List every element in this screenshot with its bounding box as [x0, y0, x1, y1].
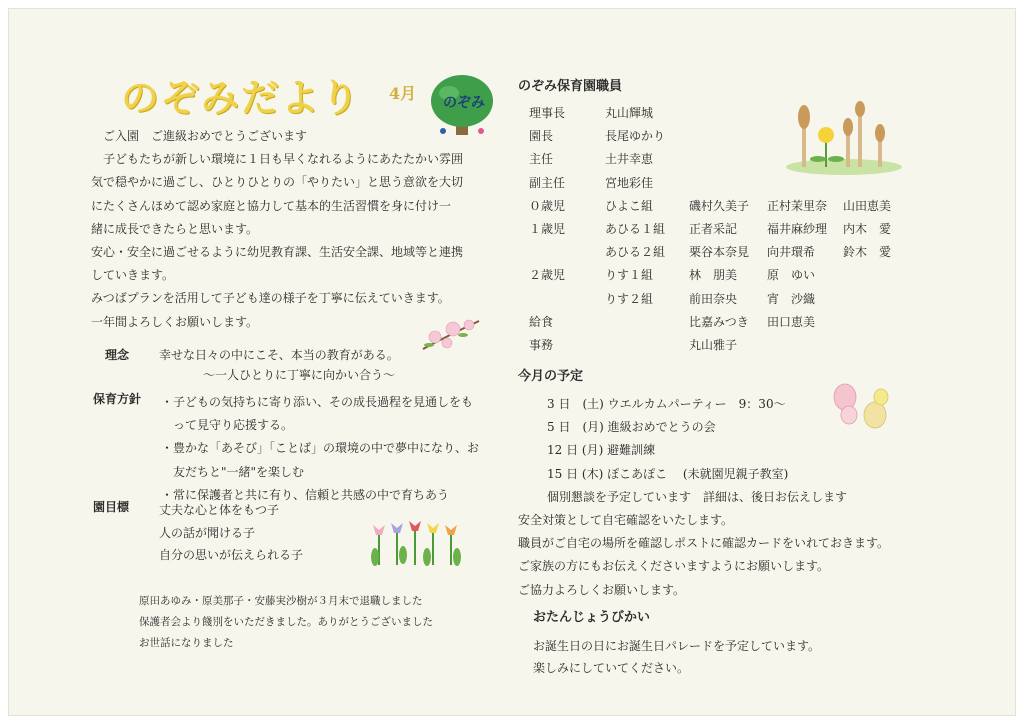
goals-label: 園目標: [93, 500, 130, 514]
goal-item: 人の話が聞ける子: [159, 525, 256, 540]
intro-line: にたくさんほめて認め家庭と協力して基本的生活習慣を身に付け一: [91, 198, 452, 213]
intro-line: ご入園 ご進級おめでとうございます: [91, 129, 308, 143]
staff-role: 副主任: [529, 175, 566, 190]
intro-line: 一年間よろしくお願いします。: [91, 314, 259, 329]
staff-role: 給食: [529, 314, 554, 329]
farewell-line: 保護者会より餞別をいただきました。ありがとうございました: [139, 616, 433, 628]
staff-name: 栗谷本奈見: [689, 245, 750, 260]
staff-name: 林 朋美: [689, 268, 738, 283]
staff-name: 宮地彩佳: [605, 175, 654, 190]
birthday-heading: おたんじょうびかい: [533, 610, 651, 625]
policy-line: ・常に保護者と共に有り、信頼と共感の中で育ちあう: [161, 487, 450, 502]
tulips-icon: [367, 517, 467, 567]
policy-line: 友だちと"一緒"を楽しむ: [161, 464, 305, 479]
staff-class: りす２組: [605, 291, 654, 306]
farewell-line: お世話になりました: [139, 637, 234, 649]
newsletter-sheet: [8, 8, 1016, 716]
staff-role: 事務: [529, 338, 554, 352]
staff-class: りす１組: [605, 268, 654, 283]
staff-role: 園長: [529, 129, 554, 144]
tree-logo-text: のぞみ: [443, 95, 485, 111]
policy-label: 保育方針: [93, 392, 142, 406]
staff-name: 鈴木 愛: [843, 245, 892, 260]
schedule-item: 5 日 (月) 進級おめでとうの会: [547, 420, 716, 435]
staff-name: 山田恵美: [843, 198, 892, 213]
schedule-notes: [518, 509, 889, 602]
schedule-list: [547, 393, 847, 509]
intro-line: 気で穏やかに過ごし、ひとりひとりの「やりたい」と思う意欲を大切: [91, 175, 464, 190]
philosophy-label: 理念: [105, 348, 130, 362]
staff-name: 正村茉里奈: [767, 198, 828, 213]
intro-line: 安心・安全に過ごせるように幼児教育課、生活安全課、地域等と連携: [91, 245, 464, 260]
intro-line: 子どもたちが新しい環境に１日も早くなれるようにあたたかい雰囲: [91, 152, 464, 167]
staff-role: ０歳児: [529, 198, 566, 213]
birthday-line: 楽しみにしていてください。: [533, 661, 690, 675]
butterfly-icon: [831, 381, 893, 431]
staff-name: 丸山雅子: [689, 338, 738, 352]
staff-class: あひる２組: [605, 245, 666, 260]
intro-line: していきます。: [91, 268, 175, 283]
staff-name: 前田奈央: [689, 291, 738, 306]
staff-name: 宵 沙織: [767, 291, 816, 306]
cherry-blossom-icon: [419, 315, 483, 355]
goals-list: [159, 499, 303, 567]
intro-line: みつばプランを活用して子ども達の様子を丁寧に伝えていきます。: [91, 291, 450, 306]
goal-item: 丈夫な心と体をもつ子: [159, 503, 280, 517]
philosophy-text: 幸せな日々の中にこそ、本当の教育がある。: [159, 348, 399, 362]
staff-name: 田口恵美: [767, 314, 816, 329]
intro-line: 緒に成長できたらと思います。: [91, 221, 259, 236]
schedule-item: 3 日 (土) ウエルカムパーティー 9：30～: [547, 397, 786, 411]
policy-list: [161, 391, 479, 507]
schedule-item: 15 日 (木) ぽこあぽこ (未就園児親子教室): [547, 466, 789, 481]
staff-name: 長尾ゆかり: [605, 129, 666, 144]
policy-line: ・豊かな「あそび」「ことば」の環境の中で夢中になり、お: [161, 441, 480, 456]
schedule-note: ご家族の方にもお伝えくださいますようにお願いします。: [518, 559, 830, 574]
staff-role: ２歳児: [529, 268, 566, 283]
staff-name: 正者采記: [689, 222, 738, 236]
schedule-item: 12 日 (月) 避難訓練: [547, 443, 656, 458]
staff-heading: のぞみ保育園職員: [518, 79, 623, 94]
schedule-heading: 今月の予定: [518, 369, 584, 384]
horsetail-dandelion-icon: [784, 101, 902, 175]
schedule-item: 個別懇談を予定しています 詳細は、後日お伝えします: [547, 489, 848, 504]
staff-name: 比嘉みつき: [689, 314, 749, 329]
staff-role: １歳児: [529, 222, 566, 236]
intro-paragraph: [91, 125, 463, 334]
birthday-line: お誕生日の日にお誕生日パレードを予定しています。: [533, 639, 821, 653]
staff-class: ひよこ組: [605, 198, 654, 213]
farewell-line: 原田あゆみ・原美那子・安藤実沙樹が３月末で退職しました: [139, 595, 423, 607]
birthday-text: [533, 635, 820, 679]
staff-name: 福井麻紗理: [767, 222, 828, 236]
page-title: のぞみだより: [121, 76, 362, 120]
policy-line: ・子どもの気持ちに寄り添い、その成長過程を見通しをも: [161, 395, 474, 409]
staff-name: 内木 愛: [843, 222, 892, 236]
staff-role: 主任: [529, 152, 554, 167]
staff-role: 理事長: [529, 106, 566, 120]
staff-name: 向井環希: [767, 245, 816, 260]
schedule-note: ご協力よろしくお願いします。: [518, 582, 686, 597]
schedule-note: 安全対策として自宅確認をいたします。: [518, 513, 734, 527]
staff-name: 土井幸恵: [605, 152, 654, 167]
policy-line: って見守り応援する。: [161, 418, 294, 433]
staff-name: 原 ゆい: [767, 268, 816, 283]
staff-name: 丸山輝城: [605, 106, 654, 120]
schedule-note: 職員がご自宅の場所を確認しポストに確認カードをいれておきます。: [518, 536, 890, 551]
philosophy-sub: ～一人ひとりに丁寧に向かい合う～: [203, 368, 396, 382]
staff-name: 磯村久美子: [689, 198, 750, 213]
month-label: 4月: [389, 84, 417, 103]
farewell-note: [139, 591, 433, 654]
staff-class: あひる１組: [605, 222, 666, 236]
goal-item: 自分の思いが伝えられる子: [159, 548, 304, 562]
